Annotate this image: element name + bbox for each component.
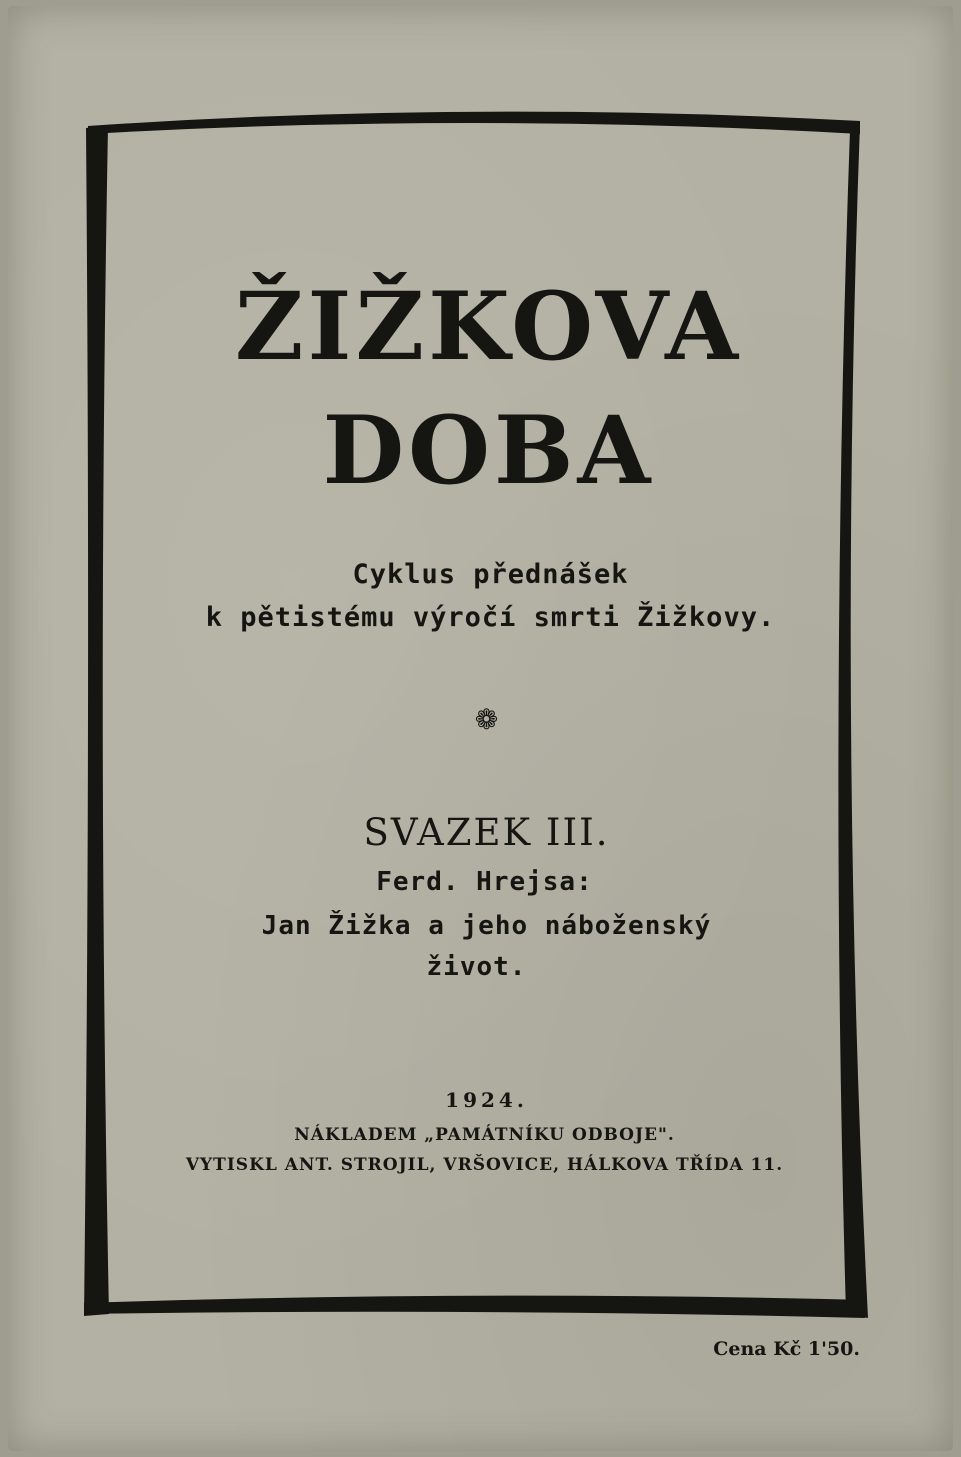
work-title-line2: život. — [426, 952, 527, 982]
volume-number: SVAZEK III. — [363, 811, 610, 854]
cover-title-line1: ŽIŽKOVA — [234, 272, 743, 382]
publisher-line: NÁKLADEM „PAMÁTNÍKU ODBOJE". — [294, 1125, 675, 1145]
author-name: Ferd. Hrejsa: — [376, 867, 593, 897]
price-label: Cena Kč 1'50. — [713, 1338, 860, 1360]
subtitle-line1: Cyklus přednášek — [352, 559, 629, 590]
subtitle-line2: k pětistému výročí smrti Žižkovy. — [205, 602, 776, 633]
flower-ornament-icon: ❁ — [474, 703, 499, 736]
printer-line: VYTISKL ANT. STROJIL, VRŠOVICE, HÁLKOVA TŘÍDA 11. — [185, 1155, 784, 1175]
work-title-line1: Jan Žižka a jeho náboženský — [261, 911, 712, 941]
cover-title-line2: DOBA — [322, 396, 655, 506]
publication-year: 1924. — [445, 1088, 528, 1112]
